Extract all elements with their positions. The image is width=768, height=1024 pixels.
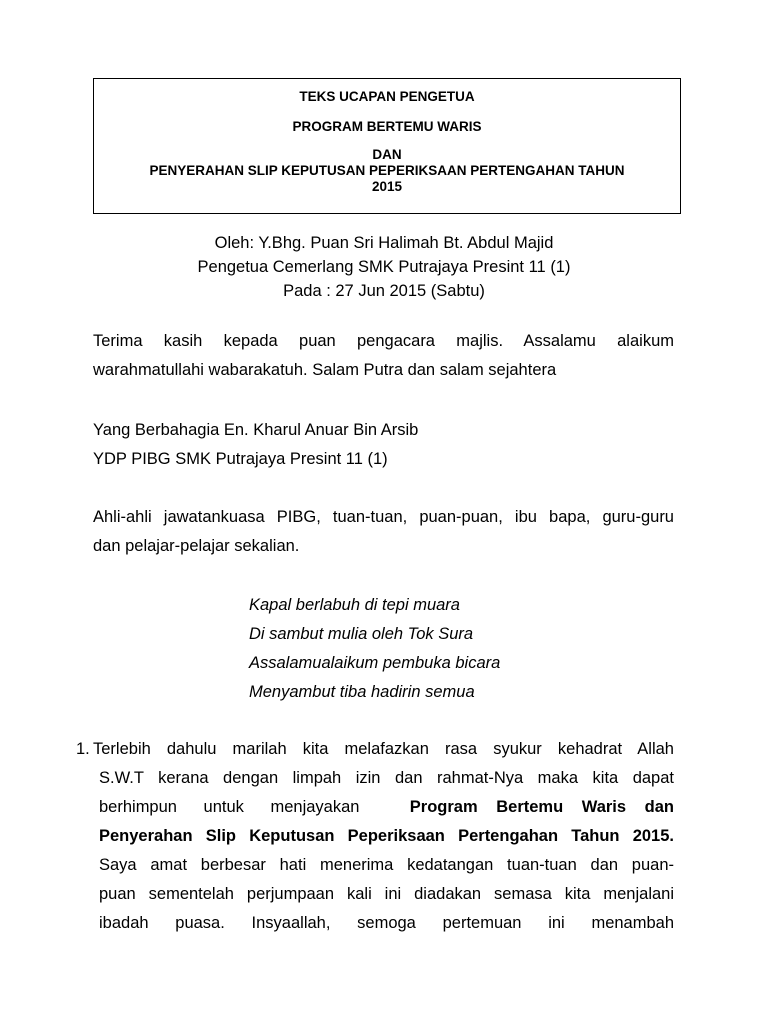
poem-line-3: Assalamualaikum pembuka bicara [249, 654, 501, 672]
poem-line-2: Di sambut mulia oleh Tok Sura [249, 625, 474, 643]
title-line-4 [104, 163, 670, 195]
item-line-1: Terlebih dahulu marilah kita melafazkan rasa syukur kehadrat Allah [93, 740, 674, 758]
item-line-3-plain: berhimpun untuk menjayakan [99, 798, 360, 816]
item-1-paragraph [93, 735, 674, 938]
poem-line-1: Kapal berlabuh di tepi muara [249, 596, 460, 614]
greeting-line-1: Terima kasih kepada puan pengacara majlis. Assalamu alaikum [93, 332, 674, 350]
guest-line-2: YDP PIBG SMK Putrajaya Presint 11 (1) [93, 450, 388, 468]
title-line-2: PROGRAM BERTEMU WARIS [292, 119, 482, 134]
greeting-paragraph [93, 327, 674, 385]
item-line-3-bold: Program Bertemu Waris dan [409, 798, 674, 816]
audience-line-1: Ahli-ahli jawatankuasa PIBG, tuan-tuan, puan-puan, ibu bapa, guru-guru [93, 508, 674, 526]
poem-pantun [249, 591, 500, 707]
greeting-line-2: warahmatullahi wabarakatuh. Salam Putra dan salam sejahtera [93, 361, 557, 379]
item-line-7: ibadah puasa. Insyaallah, semoga pertemuan ini menambah [99, 914, 674, 932]
poem-line-4: Menyambut tiba hadirin semua [249, 683, 475, 701]
audience-line-2: dan pelajar-pelajar sekalian. [93, 537, 300, 555]
title-box [93, 78, 681, 214]
item-number: 1. [76, 740, 90, 758]
audience-paragraph [93, 503, 674, 561]
guest-paragraph [93, 416, 674, 474]
title-line-4a: PENYERAHAN SLIP KEPUTUSAN PEPERIKSAAN PERTENGAHAN TAHUN [149, 163, 625, 178]
item-line-4: Penyerahan Slip Keputusan Peperiksaan Pertengahan Tahun 2015. [99, 827, 674, 845]
title-line-3: DAN [372, 147, 402, 162]
title-line-1: TEKS UCAPAN PENGETUA [299, 89, 475, 104]
byline-speaker: Oleh: Y.Bhg. Puan Sri Halimah Bt. Abdul Majid [214, 234, 554, 252]
title-line-4b: 2015 [371, 179, 403, 194]
item-line-2: S.W.T kerana dengan limpah izin dan rahmat-Nya maka kita dapat [99, 769, 674, 787]
item-line-3 [99, 793, 674, 822]
byline-date: Pada : 27 Jun 2015 (Sabtu) [283, 282, 485, 300]
byline-position: Pengetua Cemerlang SMK Putrajaya Presint 11 (1) [197, 258, 571, 276]
guest-line-1: Yang Berbahagia En. Kharul Anuar Bin Arsib [93, 421, 419, 439]
item-line-6: puan sementelah perjumpaan kali ini diadakan semasa kita menjalani [99, 885, 674, 903]
item-line-5: Saya amat berbesar hati menerima kedatangan tuan-tuan dan puan- [99, 856, 674, 874]
